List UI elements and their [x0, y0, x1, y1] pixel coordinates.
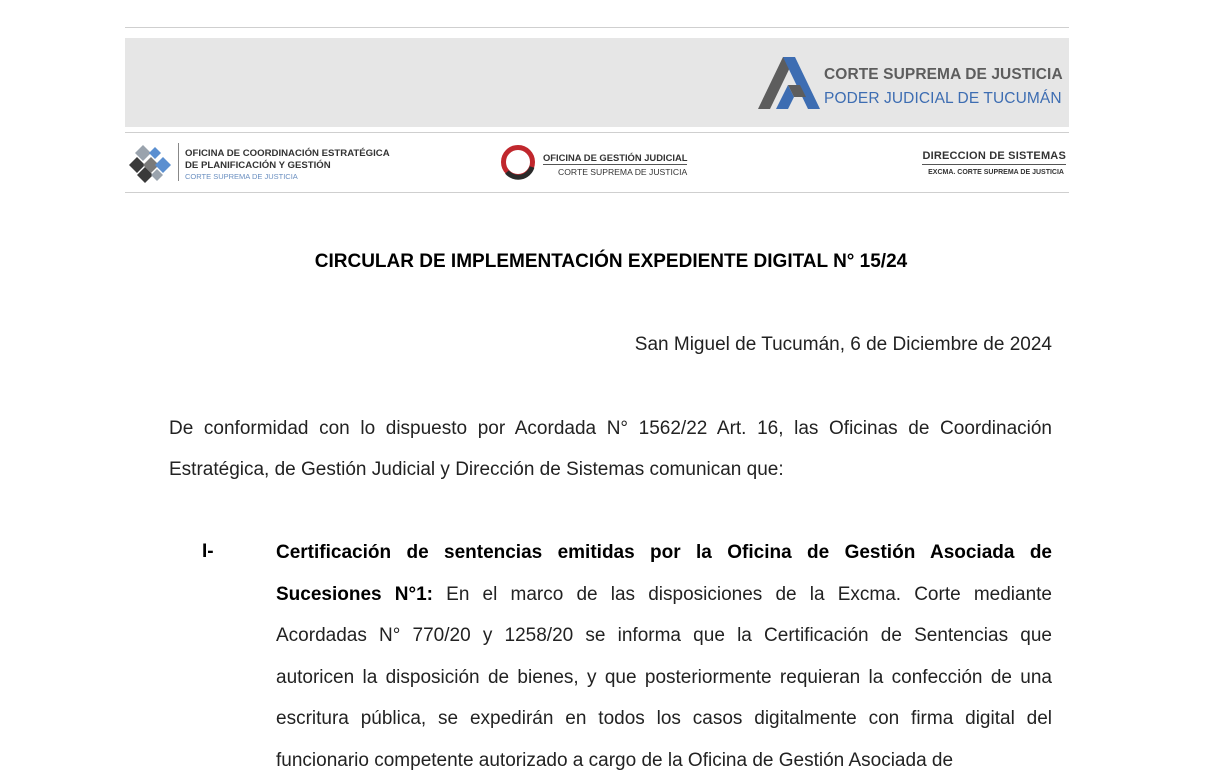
header-bottom-rule	[125, 192, 1069, 193]
item-body: En el marco de las disposiciones de la Excma. Corte mediante Acordadas N° 770/20 y 1258/20 se informa que la Certificación de Sentencias que autoricen la disposición de bienes, y que posteriormente requieran la confección de una escritura pública, se expedirán en todos los casos digitalmente con firma digital del funcionario competente autorizado a cargo de la Oficina de Gestión Asociada de	[276, 583, 1052, 771]
coordination-office-name-line2: DE PLANIFICACIÓN Y GESTIÓN	[185, 160, 331, 171]
intro-paragraph: De conformidad con lo dispuesto por Acordada N° 1562/22 Art. 16, las Oficinas de Coordinación Estratégica, de Gestión Judicial y Dirección de Sistemas comunican que:	[169, 418, 1052, 480]
court-name: CORTE SUPREMA DE JUSTICIA	[824, 66, 1063, 83]
item-paragraph	[276, 532, 1052, 781]
court-triangle-logo-icon	[758, 55, 820, 109]
court-banner	[125, 38, 1069, 127]
office-logos-strip	[125, 137, 1069, 187]
coordination-office-logo-icon	[129, 143, 173, 183]
judicial-office-subtitle: CORTE SUPREMA DE JUSTICIA	[558, 167, 688, 177]
coordination-office-name-line1: OFICINA DE COORDINACIÓN ESTRATÉGICA	[185, 148, 390, 159]
judicial-office-name: OFICINA DE GESTIÓN JUDICIAL	[543, 152, 688, 163]
coordination-office-subtitle: CORTE SUPREMA DE JUSTICIA	[185, 172, 298, 181]
banner-bottom-rule	[125, 132, 1069, 133]
judicial-office-ring-logo-icon	[499, 143, 537, 181]
divider	[178, 143, 179, 181]
top-rule	[125, 27, 1069, 28]
document-date: San Miguel de Tucumán, 6 de Diciembre de 2024	[634, 334, 1052, 355]
judiciary-name: PODER JUDICIAL DE TUCUMÁN	[824, 90, 1062, 107]
item-heading: Certificación de sentencias emitidas por la Oficina de Gestión Asociada de Sucesiones N°1:	[276, 542, 1052, 605]
systems-office-subtitle: EXCMA. CORTE SUPREMA DE JUSTICIA	[928, 169, 1064, 176]
item-number: I-	[202, 541, 214, 562]
systems-office-name: DIRECCION DE SISTEMAS	[922, 150, 1066, 165]
document-title: CIRCULAR DE IMPLEMENTACIÓN EXPEDIENTE DIGITAL N° 15/24	[314, 251, 908, 272]
